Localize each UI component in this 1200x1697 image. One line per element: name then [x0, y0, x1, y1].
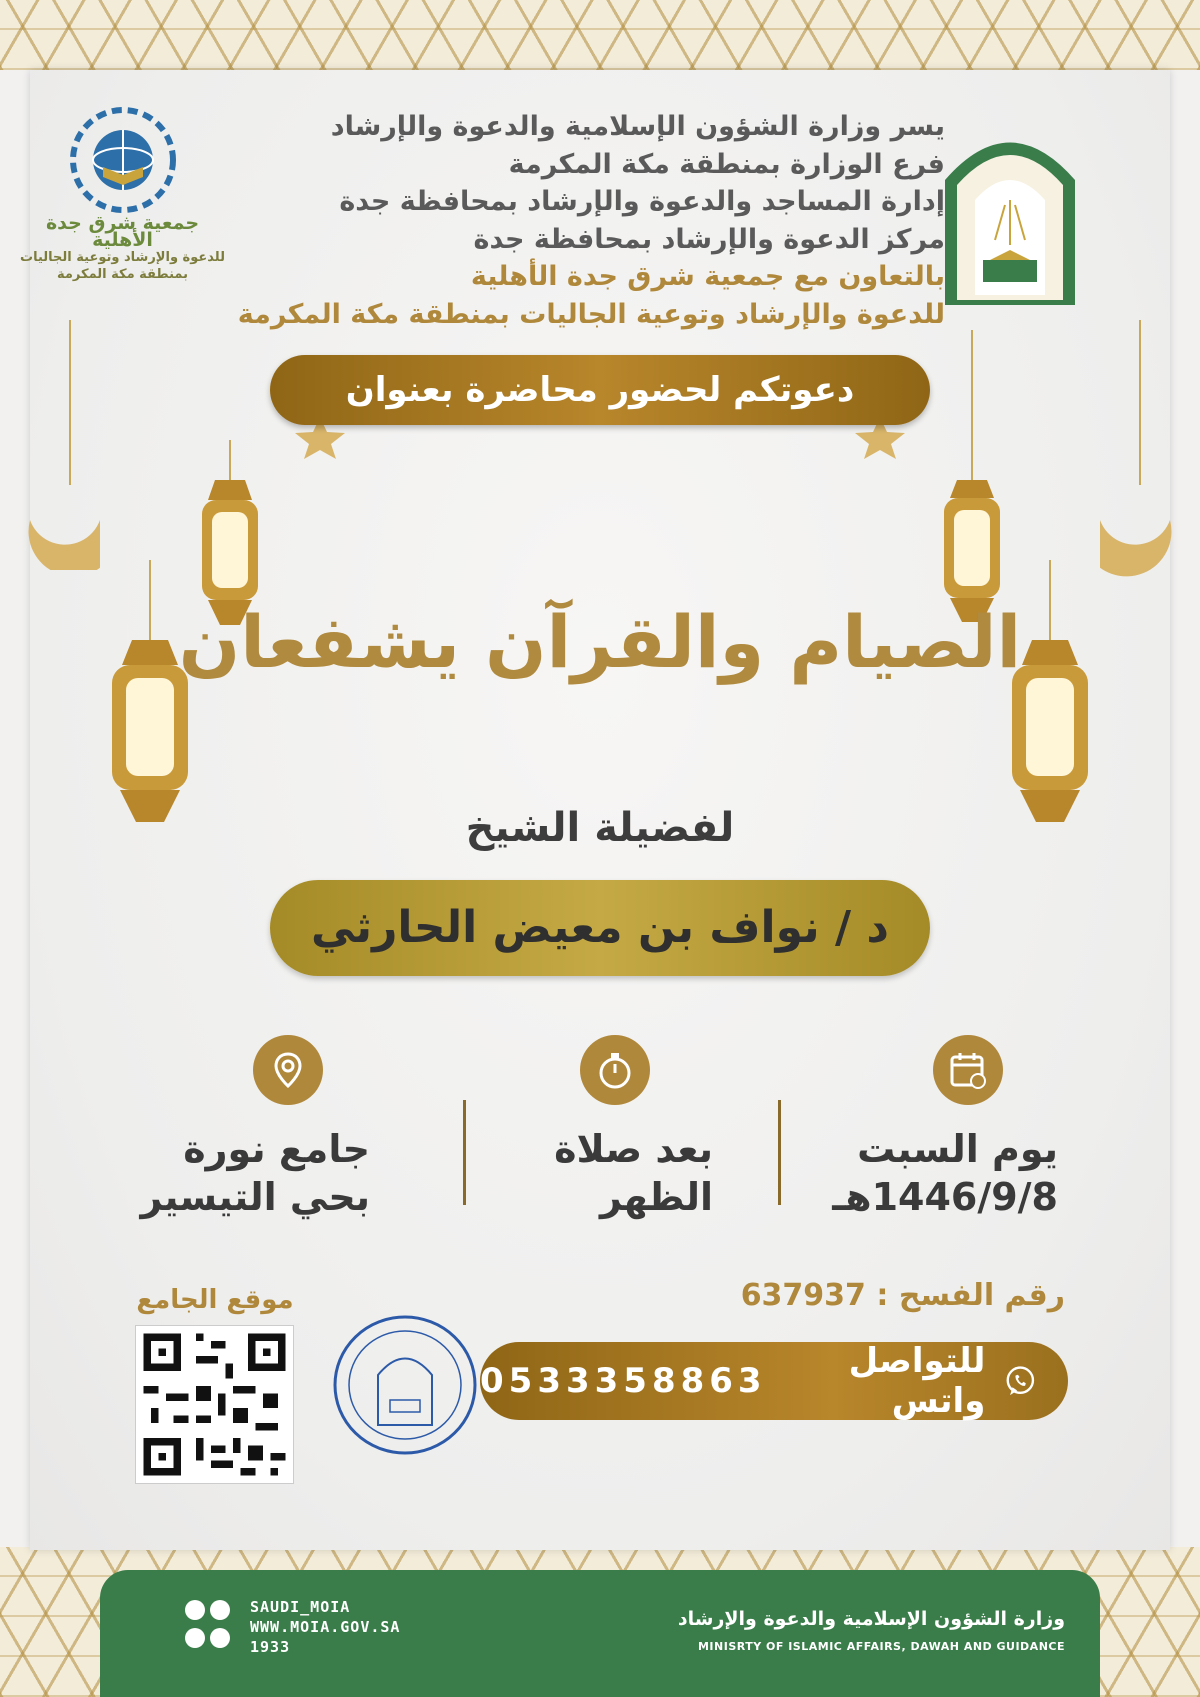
place-text [141, 1125, 370, 1221]
header-lines [237, 108, 945, 333]
whatsapp-label: للتواصل واتس [848, 1341, 986, 1421]
phone-icon[interactable] [210, 1628, 230, 1648]
facebook-icon[interactable] [185, 1628, 205, 1648]
official-stamp [330, 1310, 480, 1460]
crescent-right-icon [1100, 320, 1180, 580]
whatsapp-number: 0533358863 [480, 1361, 767, 1401]
association-sub2: بمنطقة مكة المكرمة [57, 267, 188, 282]
footer-website[interactable]: WWW.MOIA.GOV.SA [250, 1618, 401, 1636]
date-hijri: 1446/9/8هـ [832, 1175, 1058, 1219]
whatsapp-contact-banner[interactable] [480, 1342, 1068, 1420]
footer-bar [100, 1570, 1100, 1697]
sheikh-name-banner: د / نواف بن معيض الحارثي [270, 880, 930, 976]
association-name: جمعية شرق جدة الأهلية [45, 212, 200, 251]
header-line: بالتعاون مع جمعية شرق جدة الأهلية [470, 261, 945, 292]
date-text [832, 1125, 1058, 1221]
invite-banner: دعوتكم لحضور محاضرة بعنوان [270, 355, 930, 425]
footer-ministry-ar: وزارة الشؤون الإسلامية والدعوة والإرشاد [677, 1608, 1065, 1630]
globe-emblem-icon [68, 105, 178, 215]
stopwatch-icon [580, 1035, 650, 1105]
header-line: إدارة المساجد والدعوة والإرشاد بمحافظة جدة [339, 186, 945, 217]
divider [463, 1100, 466, 1205]
location-pin-icon [253, 1035, 323, 1105]
sheikh-label: لفضيلة الشيخ [465, 805, 735, 851]
time-text [554, 1125, 713, 1221]
calendar-icon [933, 1035, 1003, 1105]
association-sub1: للدعوة والإرشاد وتوعية الجاليات [20, 250, 225, 265]
association-logo [15, 105, 230, 335]
header-line: يسر وزارة الشؤون الإسلامية والدعوة والإرشاد [330, 111, 945, 142]
ministry-logo [935, 110, 1085, 310]
twitter-icon[interactable] [185, 1600, 205, 1620]
header-line: للدعوة والإرشاد وتوعية الجاليات بمنطقة مكة المكرمة [237, 298, 945, 330]
mosque-location-qr[interactable] [135, 1325, 294, 1484]
time-line1: بعد صلاة [554, 1127, 713, 1171]
header-line: مركز الدعوة والإرشاد بمحافظة جدة [473, 223, 945, 255]
place-line2: بحي التيسير [140, 1175, 370, 1219]
instagram-icon[interactable] [210, 1600, 230, 1620]
time-line2: الظهر [599, 1175, 713, 1219]
footer-ministry-en: MINISRTY OF ISLAMIC AFFAIRS, DAWAH AND GUIDANCE [697, 1640, 1065, 1653]
header-line: فرع الوزارة بمنطقة مكة المكرمة [508, 148, 945, 180]
footer-handle[interactable]: SAUDI_MOIA [250, 1598, 351, 1616]
crescent-left-icon [20, 320, 100, 570]
top-pattern-border [0, 0, 1200, 70]
lecture-title: الصيام والقرآن يشفعان [178, 600, 1022, 684]
footer-phone[interactable]: 1933 [250, 1638, 291, 1656]
permit-number: رقم الفسح : 637937 [740, 1278, 1065, 1313]
date-day: يوم السبت [857, 1127, 1058, 1171]
mosque-location-label: موقع الجامع [136, 1285, 294, 1315]
footer-contacts [250, 1597, 400, 1657]
divider [778, 1100, 781, 1205]
whatsapp-icon [1003, 1359, 1038, 1403]
place-line1: جامع نورة [183, 1127, 370, 1171]
